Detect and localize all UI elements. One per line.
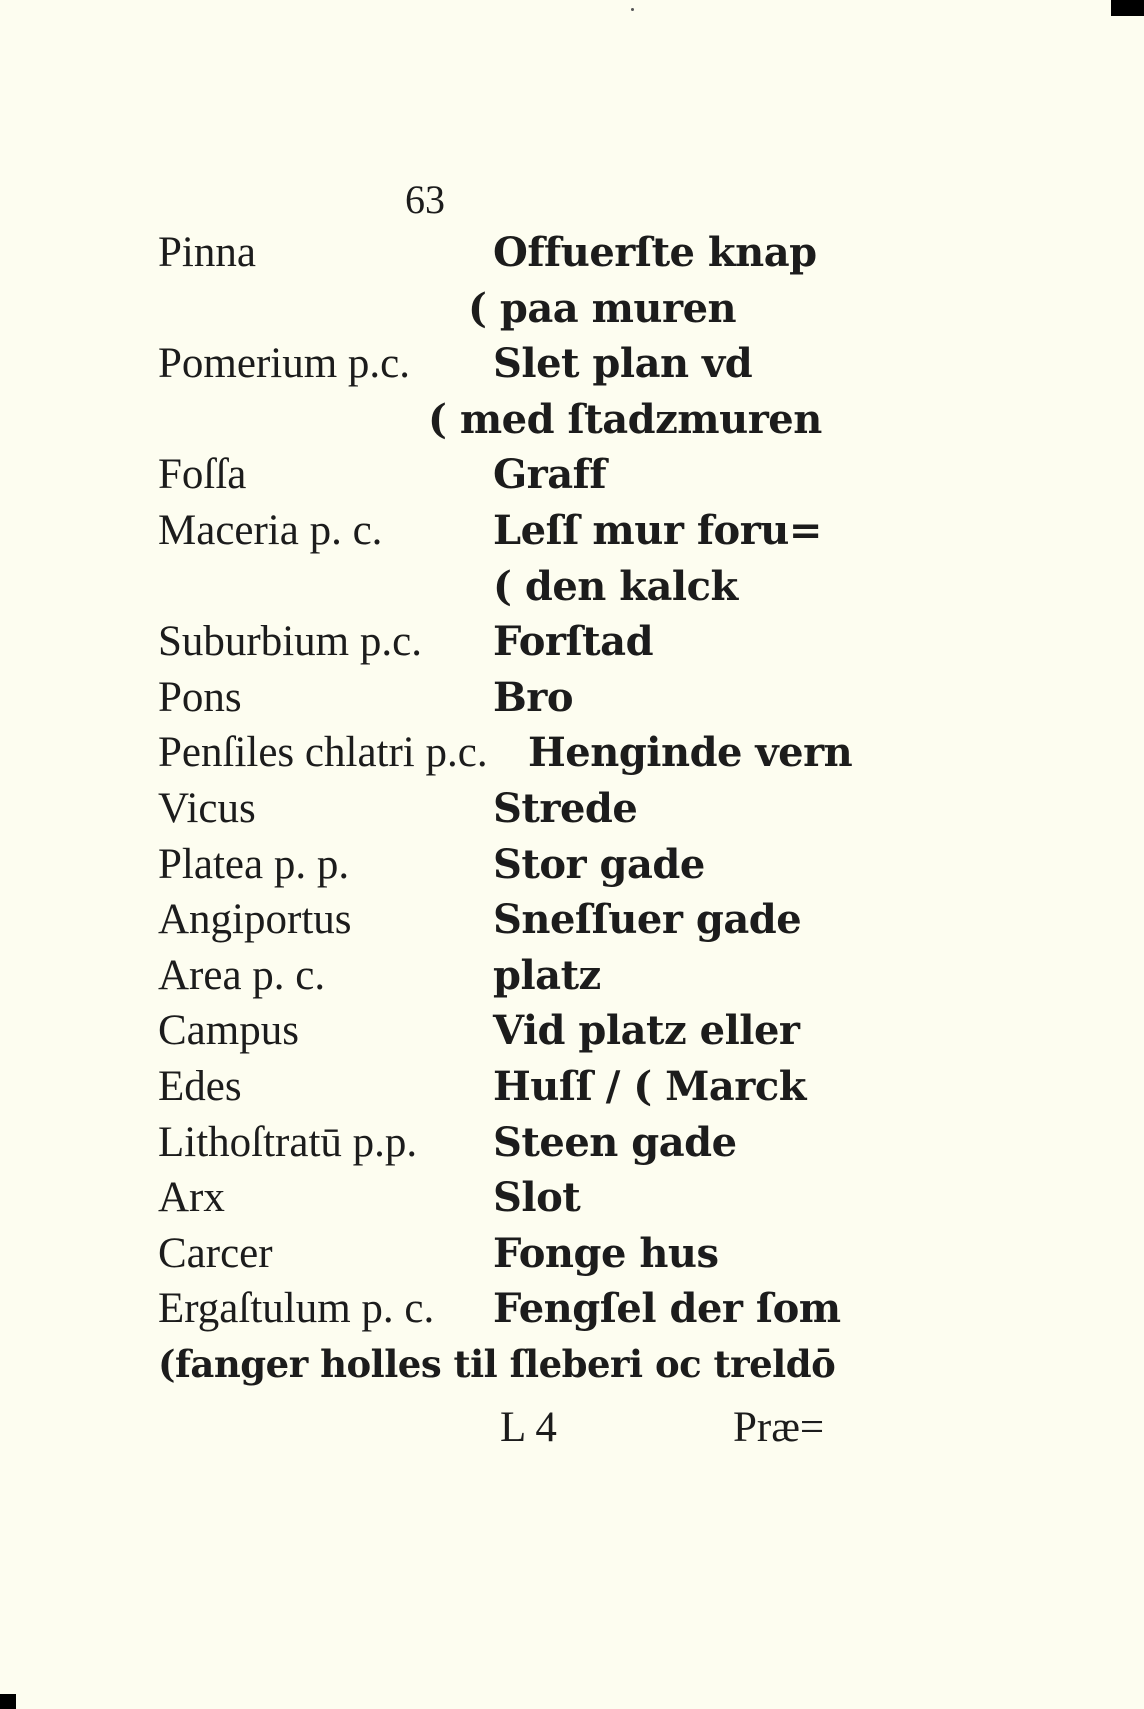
- glossary-entry: [158, 1170, 878, 1226]
- latin-term: Platea p. p.: [158, 840, 350, 888]
- signature-mark: L 4: [500, 1404, 557, 1451]
- glossary-entry: [158, 1115, 878, 1171]
- danish-gloss: Forſtad: [493, 618, 654, 666]
- danish-gloss: Sneſſuer gade: [493, 896, 802, 944]
- latin-term: (fanger holles til ſleberi oc treldō: [158, 1341, 836, 1386]
- latin-term: Pinna: [158, 229, 256, 276]
- danish-gloss: Leſſ mur foru=: [493, 506, 822, 554]
- glossary-entry: [158, 559, 878, 615]
- glossary-entry: [158, 781, 878, 837]
- catchword: Præ=: [733, 1404, 825, 1451]
- latin-term: Lithoſtratū p.p.: [158, 1118, 418, 1166]
- danish-gloss: platz: [493, 951, 601, 999]
- page-number: 63: [405, 177, 445, 222]
- latin-term: Suburbium p.c.: [158, 618, 422, 666]
- danish-gloss: Vid platz eller: [493, 1007, 800, 1055]
- danish-gloss: Henginde vern: [528, 729, 853, 777]
- glossary-entry: [158, 1226, 878, 1282]
- glossary-entry: [158, 503, 878, 559]
- glossary-entry: [158, 1281, 878, 1337]
- latin-term: Penſiles chlatri p.c.: [158, 729, 488, 777]
- latin-term: Carcer: [158, 1229, 273, 1277]
- danish-gloss: Slet plan vd: [493, 340, 753, 388]
- latin-term: Arx: [158, 1174, 225, 1222]
- danish-gloss: Fonge hus: [493, 1229, 719, 1277]
- danish-gloss: Offuerſte knap: [493, 229, 817, 276]
- latin-term: Ergaſtulum p. c.: [158, 1285, 435, 1333]
- glossary-entry: [158, 1003, 878, 1059]
- danish-gloss: Strede: [493, 784, 638, 832]
- danish-gloss: Bro: [493, 673, 574, 721]
- danish-gloss: Graff: [493, 451, 607, 499]
- latin-term: Area p. c.: [158, 951, 326, 999]
- danish-gloss: Stor gade: [493, 840, 705, 888]
- glossary-entry: [158, 1059, 878, 1115]
- ink-speck: [631, 8, 634, 11]
- latin-term: Maceria p. c.: [158, 506, 383, 554]
- latin-term: Campus: [158, 1007, 299, 1055]
- glossary-entry: [158, 281, 878, 337]
- glossary-entry: [158, 225, 878, 281]
- glossary-entry: [158, 1337, 878, 1393]
- danish-gloss: Steen gade: [493, 1118, 737, 1166]
- scan-edge-top: [1111, 0, 1144, 16]
- latin-term: Pons: [158, 673, 242, 721]
- glossary-entry: [158, 392, 878, 448]
- glossary-entry: [158, 336, 878, 392]
- glossary-entry: [158, 837, 878, 893]
- latin-term: Pomerium p.c.: [158, 340, 410, 388]
- latin-term: Foſſa: [158, 451, 247, 499]
- scan-edge-bottom: [0, 1694, 16, 1709]
- danish-gloss: Slot: [493, 1174, 581, 1222]
- latin-term: Angiportus: [158, 896, 352, 944]
- glossary-entry: [158, 892, 878, 948]
- latin-term: Edes: [158, 1062, 242, 1110]
- danish-gloss: ( paa muren: [468, 284, 737, 332]
- danish-gloss: ( med ſtadzmuren: [428, 395, 822, 443]
- glossary-list: [158, 225, 878, 1392]
- glossary-entry: [158, 670, 878, 726]
- danish-gloss: Fengſel der ſom: [493, 1285, 841, 1333]
- latin-term: Vicus: [158, 784, 256, 832]
- page-footer: [0, 1400, 1144, 1460]
- danish-gloss: ( den kalck: [493, 562, 738, 610]
- glossary-entry: [158, 725, 878, 781]
- glossary-entry: [158, 447, 878, 503]
- glossary-entry: [158, 614, 878, 670]
- danish-gloss: Huſſ / ( Marck: [493, 1062, 806, 1110]
- glossary-entry: [158, 948, 878, 1004]
